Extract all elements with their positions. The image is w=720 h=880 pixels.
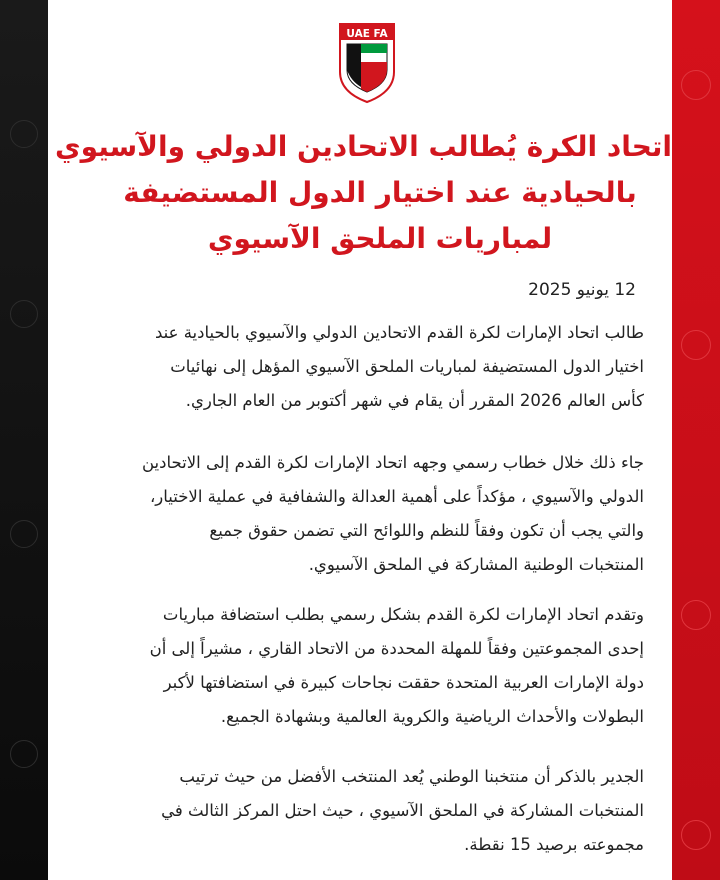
left-ring-decoration [10, 520, 38, 548]
right-ring-decoration [681, 330, 711, 360]
headline-line-2: بالحيادية عند اختيار الدول المستضيفة [123, 176, 637, 209]
paragraph-4 [64, 760, 644, 862]
paragraph-line: كأس العالم 2026 المقرر أن يقام في شهر أكتوبر من العام الجاري. [185, 391, 644, 410]
paragraph-line: الجدير بالذكر أن منتخبنا الوطني يُعد المنتخب الأفضل من حيث ترتيب [179, 767, 644, 786]
paragraph-line: الدولي والآسيوي ، مؤكداً على أهمية العدالة والشفافية في عملية الاختيار، [149, 487, 644, 506]
left-decorative-bar [0, 0, 48, 880]
left-ring-decoration [10, 120, 38, 148]
uae-fa-logo-icon [338, 22, 396, 104]
right-ring-decoration [681, 820, 711, 850]
paragraph-line: المنتخبات الوطنية المشاركة في الملحق الآسيوي. [308, 555, 644, 574]
paragraph-3 [64, 598, 644, 734]
paragraph-line: مجموعته برصيد 15 نقطة. [464, 835, 644, 854]
paragraph-line: دولة الإمارات العربية المتحدة حققت نجاحات كبيرة في استضافتها لأكبر [163, 673, 644, 692]
paragraph-line: جاء ذلك خلال خطاب رسمي وجهه اتحاد الإمارات لكرة القدم إلى الاتحادين [142, 453, 644, 472]
logo-text: UAE FA [346, 28, 388, 40]
paragraph-line: وتقدم اتحاد الإمارات لكرة القدم بشكل رسمي بطلب استضافة مباريات [162, 605, 644, 624]
paragraph-line: طالب اتحاد الإمارات لكرة القدم الاتحادين الدولي والآسيوي بالحيادية عند [154, 323, 644, 342]
right-ring-decoration [681, 70, 711, 100]
right-ring-decoration [681, 600, 711, 630]
publish-date: 12 يونيو 2025 [528, 280, 636, 300]
right-decorative-bar [672, 0, 720, 880]
paragraph-line: اختيار الدول المستضيفة لمباريات الملحق الآسيوي المؤهل إلى نهائيات [170, 357, 644, 376]
paragraph-line: والتي يجب أن تكون وفقاً للنظم واللوائح التي تضمن حقوق جميع [209, 521, 644, 540]
paragraph-line: إحدى المجموعتين وفقاً للمهلة المحددة من الاتحاد القاري ، مشيراً إلى أن [149, 639, 644, 658]
left-ring-decoration [10, 300, 38, 328]
paragraph-line: البطولات والأحداث الرياضية والكروية العالمية وبشهادة الجميع. [220, 707, 644, 726]
headline-line-3: لمباريات الملحق الآسيوي [207, 222, 553, 255]
paragraph-line: المنتخبات المشاركة في الملحق الآسيوي ، حيث احتل المركز الثالث في [161, 801, 644, 820]
headline-line-1: اتحاد الكرة يُطالب الاتحادين الدولي والآسيوي [54, 130, 672, 163]
statement-page [48, 0, 672, 880]
paragraph-2 [64, 446, 644, 582]
left-ring-decoration [10, 740, 38, 768]
headline [54, 124, 672, 262]
paragraph-1 [64, 316, 644, 418]
